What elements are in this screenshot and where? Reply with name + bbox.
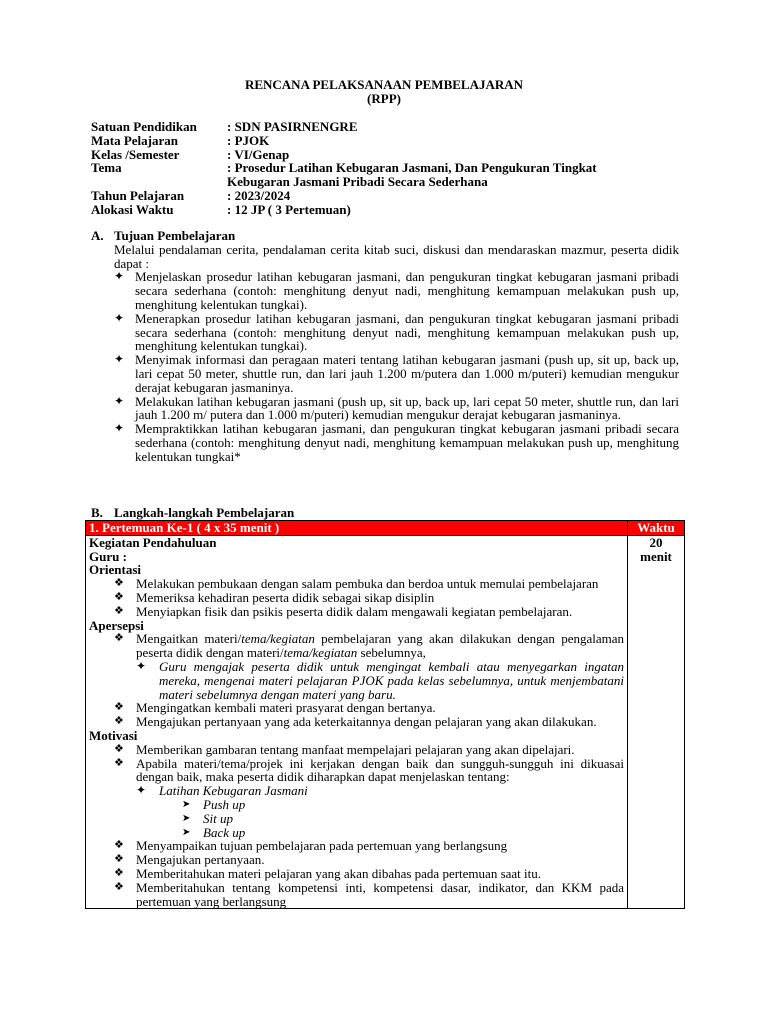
list-item: ❖ Memberitahukan tentang kompetensi inti, kompetensi dasar, indikator, dan KKM pada pertemuan yang berlangsung — [114, 879, 624, 909]
apersepsi-sublist — [136, 660, 624, 701]
waktu-header: Waktu — [628, 521, 685, 536]
latihan-sublist — [136, 784, 624, 839]
apersepsi-list — [89, 632, 624, 729]
diamond-bullet-icon: ❖ — [114, 756, 124, 769]
list-item: ✦ Guru mengajak peserta didik untuk mengingat kembali atau menyegarkan ingatan mereka, mengenai materi pelajaran PJOK pada kelas sebelumnya, untuk menjembatani materi sebelumnya dengan materi yang baru. — [136, 658, 624, 702]
list-item: ❖ Mengajukan pertanyaan. — [114, 852, 265, 868]
activity-cell: Kegiatan Pendahuluan Guru : Orientasi ❖ Melakukan pembukaan dengan salam pembuka dan berdoa untuk memulai pembelajaran ❖ Memeriksa kehadiran peserta didik sebagai sikap disiplin ❖ Menyiapkan fisik dan psikis peserta didik dalam mengawali kegiatan pembelajaran. Apersepsi ❖ Mengaitkan materi/tema/kegiatan pembelajaran yang akan dilakukan dengan pengalaman peserta didik dengan materi/tema/kegiatan sebelumnya, ✦ Guru mengajak peserta didik untuk mengingat kembali atau menyegarkan ingatan mereka, mengenai materi pelajaran PJOK pada kelas sebelumnya, untuk menjembatani materi sebelumnya dengan materi yang baru. ❖ Mengingatkan kembali materi prasyarat dengan bertanya. ❖ Mengajukan pertanyaan yang ada keterkaitannya dengan pelajaran yang akan dilakukan. Motivasi ❖ Memberikan gambaran tentang manfaat mempelajari pelajaran yang akan dipelajari. ❖ Apabila materi/tema/projek ini kerjakan dengan baik dan sungguh-sungguh ini dikuasai dengan baik, maka peserta didik diharapkan dapat menjelaskan tentang: ✦ Latihan Kebugaran Jasmani ➤ Push up ➤ Sit up ➤ Back up ❖ Menyampaikan tujuan pembelajaran pada pertemuan yang berlangsung ❖ Mengajukan pertanyaan. ❖ Memberitahukan materi pelajaran yang akan dibahas pada pertemuan saat itu. ❖ Memberitahukan tentang kompetensi inti, kompetensi dasar, indikator, dan KKM pada pertemuan yang berlangsung — [86, 535, 628, 909]
arrowhead-bullet-icon: ➤ — [182, 826, 191, 838]
table-row — [86, 535, 685, 909]
motivasi-list — [89, 743, 624, 909]
four-pointed-star-icon: ✦ — [114, 310, 125, 325]
list-item: ❖ Menyampaikan tujuan pembelajaran pada pertemuan yang berlangsung — [114, 838, 508, 854]
diamond-bullet-icon: ❖ — [114, 590, 124, 603]
info-row: Kelas /Semester : VI/Genap — [91, 146, 290, 162]
four-pointed-star-icon: ✦ — [136, 658, 147, 673]
diamond-bullet-icon: ❖ — [114, 604, 124, 617]
meeting-header: 1. Pertemuan Ke-1 ( 4 x 35 menit ) — [86, 521, 628, 536]
section-heading: A. Tujuan Pembelajaran — [91, 228, 236, 243]
list-item: ➤ Sit up — [182, 810, 233, 826]
list-item: ❖ Menyiapkan fisik dan psikis peserta didik dalam mengawali kegiatan pembelajaran. — [114, 603, 573, 619]
diamond-bullet-icon: ❖ — [114, 701, 124, 714]
orientasi-list — [89, 577, 624, 618]
section-tujuan — [91, 229, 679, 464]
exercise-list — [159, 798, 624, 839]
diamond-bullet-icon: ❖ — [114, 866, 124, 879]
four-pointed-star-icon: ✦ — [114, 421, 125, 436]
list-item: ❖ Mengaitkan materi/tema/kegiatan pembelajaran yang akan dilakukan dengan pengalaman peserta didik dengan materi/tema/kegiatan sebelumnya, ✦ Guru mengajak peserta didik untuk mengingat kembali atau menyegarkan ingatan mereka, mengenai materi pelajaran PJOK pada kelas sebelumnya, untuk menjembatani materi sebelumnya dengan materi yang baru. — [114, 631, 624, 702]
diamond-bullet-icon: ❖ — [114, 742, 124, 755]
table-header-row — [86, 521, 685, 536]
diamond-bullet-icon: ❖ — [114, 880, 124, 893]
info-row: Tema : Prosedur Latihan Kebugaran Jasmani, Dan Pengukuran Tingkat — [91, 160, 597, 176]
time-value: 20 — [649, 534, 663, 550]
list-item: ✦ Menerapkan prosedur latihan kebugaran jasmani, dan pengukuran tingkat kebugaran jasmani pribadi secara sederhana (contoh: menghitung denyut nadi, menghitung kemampuan melakukan push up, menghitung kelentukan tungkai). — [114, 310, 679, 354]
list-item: ❖ Memberikan gambaran tentang manfaat mempelajari pelajaran yang akan dipelajari. — [114, 741, 575, 757]
info-row: Mata Pelajaran : PJOK — [91, 132, 270, 148]
document-subtitle: (RPP) — [367, 91, 401, 106]
info-row: Alokasi Waktu : 12 JP ( 3 Pertemuan) — [91, 201, 351, 217]
list-item: ✦ Melakukan latihan kebugaran jasmani (push up, sit up, back up, lari cepat 50 meter, shuttle run, dan lari jauh 1.200 m/ putera dan 1.000 m/puteri) kemudian mengukur derajat kebugaran jasmaninya. — [114, 393, 679, 423]
four-pointed-star-icon: ✦ — [136, 783, 147, 798]
list-item: ❖ Memeriksa kehadiran peserta didik sebagai sikap disiplin — [114, 589, 435, 605]
list-item: ✦ Latihan Kebugaran Jasmani ➤ Push up ➤ Sit up ➤ Back up — [136, 784, 624, 839]
list-item: ➤ Back up — [182, 824, 246, 840]
diamond-bullet-icon: ❖ — [114, 632, 124, 645]
info-row: Satuan Pendidikan : SDN PASIRNENGRE — [91, 119, 358, 134]
time-cell — [628, 535, 685, 909]
lesson-plan-table — [85, 520, 685, 909]
document-title: RENCANA PELAKSANAAN PEMBELAJARAN — [244, 77, 524, 92]
list-item: ➤ Push up — [182, 796, 246, 812]
arrowhead-bullet-icon: ➤ — [182, 812, 191, 824]
four-pointed-star-icon: ✦ — [114, 393, 125, 408]
four-pointed-star-icon: ✦ — [114, 352, 125, 367]
list-item: ❖ Mengajukan pertanyaan yang ada keterkaitannya dengan pelajaran yang akan dilakukan. — [114, 714, 597, 730]
diamond-bullet-icon: ❖ — [114, 715, 124, 728]
list-item: ✦ Menjelaskan prosedur latihan kebugaran jasmani, dan pengukuran tingkat kebugaran jasmani pribadi secara sederhana (contoh: menghitung denyut nadi, menghitung kemampuan melakukan push up, menghitung kelentukan tungkai). — [114, 269, 679, 312]
list-item: ❖ Melakukan pembukaan dengan salam pembuka dan berdoa untuk memulai pembelajaran — [114, 576, 599, 592]
four-pointed-star-icon: ✦ — [114, 269, 125, 284]
list-item: ❖ Mengingatkan kembali materi prasyarat dengan bertanya. — [114, 700, 436, 716]
identity-block — [91, 120, 683, 217]
info-row: Kebugaran Jasmani Pribadi Secara Sederhana — [227, 174, 488, 190]
list-item: ✦ Menyimak informasi dan peragaan materi tentang latihan kebugaran jasmani (push up, sit up, back up, lari cepat 50 meter, shuttle run, dan lari jauh 1.200 m/putera dan 1.000 m/puteri) kemudian mengukur derajat kebugaran jasmaninya. — [114, 352, 679, 395]
diamond-bullet-icon: ❖ — [114, 839, 124, 852]
time-unit: menit — [640, 548, 672, 564]
section-langkah-heading: B. Langkah-langkah Pembelajaran — [91, 505, 295, 520]
objective-list — [91, 270, 679, 463]
list-item: ❖ Memberitahukan materi pelajaran yang akan dibahas pada pertemuan saat itu. — [114, 865, 541, 881]
info-row: Tahun Pelajaran : 2023/2024 — [91, 187, 291, 203]
diamond-bullet-icon: ❖ — [114, 577, 124, 590]
list-item: ❖ Apabila materi/tema/projek ini kerjakan dengan baik dan sungguh-sungguh ini dikuasai dengan baik, maka peserta didik diharapkan dapat menjelaskan tentang: ✦ Latihan Kebugaran Jasmani ➤ Push up ➤ Sit up ➤ Back up — [114, 755, 624, 840]
diamond-bullet-icon: ❖ — [114, 853, 124, 866]
section-intro: Melalui pendalaman cerita, pendalaman cerita kitab suci, diskusi dan mendaraskan mazmur, peserta didik dapat : — [114, 241, 679, 271]
arrowhead-bullet-icon: ➤ — [182, 798, 191, 810]
list-item: ✦ Mempraktikkan latihan kebugaran jasmani, dan pengukuran tingkat kebugaran jasmani pribadi secara sederhana (contoh: menghitung denyut nadi, menghitung kemampuan melakukan push up, menghitung kelentukan tungkai* — [114, 421, 679, 464]
